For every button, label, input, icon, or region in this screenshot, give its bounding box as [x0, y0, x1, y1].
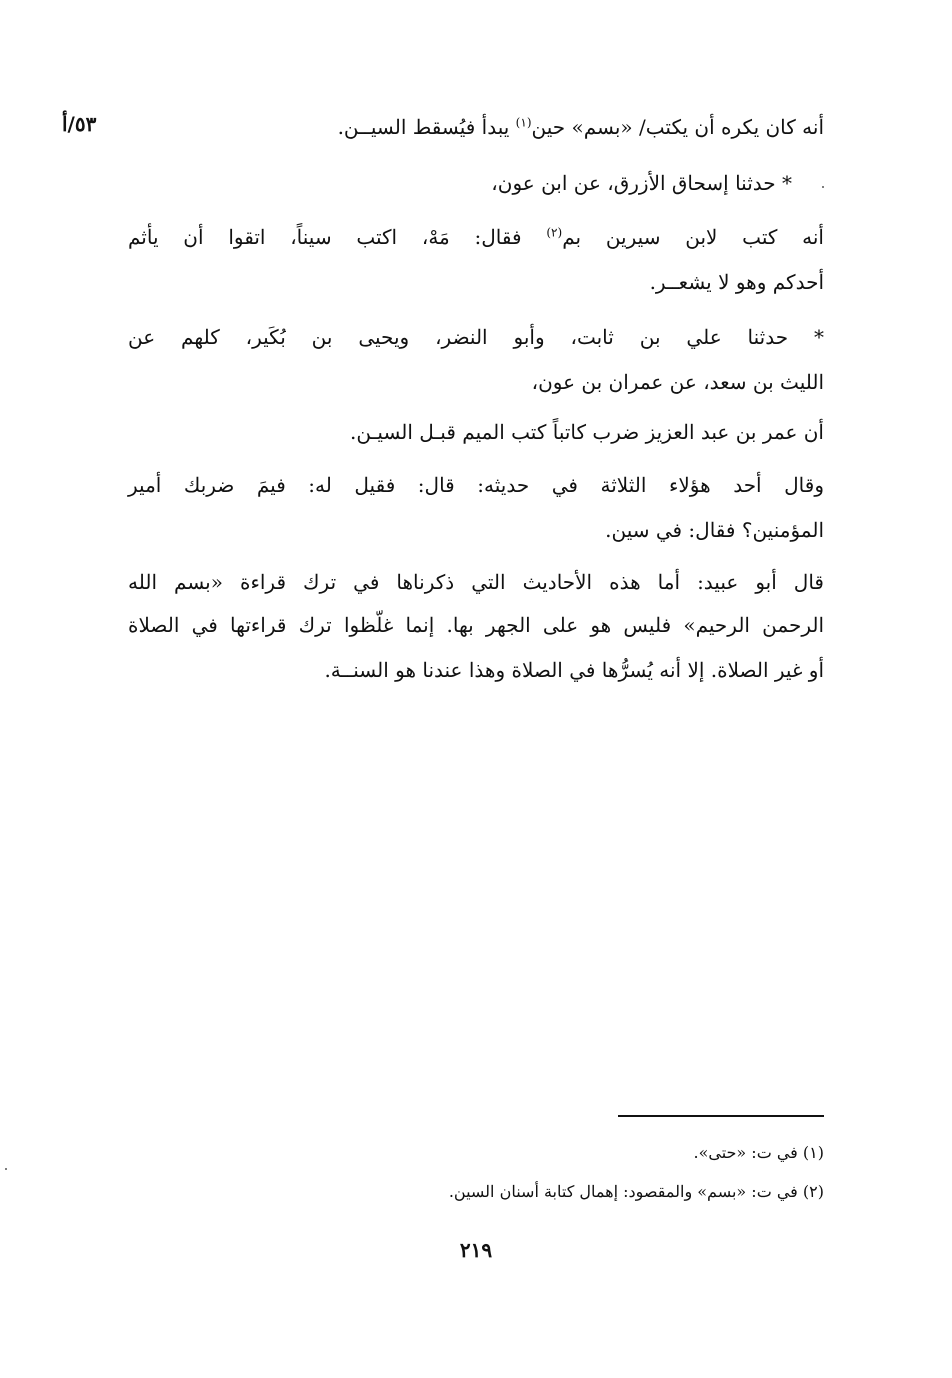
hadith-chain-2-line-1: * حدثنا علي بن ثابت، وأبو النضر، ويحيى بن بُكَير، كلهم عن [128, 325, 824, 349]
paragraph-3-text: أنه كتب لابن سيرين بم [562, 225, 824, 249]
manuscript-folio-reference: ٥٣/أ [62, 112, 97, 136]
footnote-1: (١) في ت: «حتى». [693, 1143, 824, 1162]
paragraph-3-text-after: فقال: مَهْ، اكتب سيناً، اتقوا أن يأثم [128, 225, 547, 249]
paragraph-7-line-1: قال أبو عبيد: أما هذه الأحاديث التي ذكرناها في ترك قراءة «بسم الله [128, 570, 824, 594]
paragraph-1-line [338, 112, 824, 142]
paragraph-3-line-2: أحدكم وهو لا يشعــر. [649, 270, 824, 294]
paragraph-7-line-3: أو غير الصلاة. إلا أنه يُسرُّها في الصلاة وهذا عندنا هو السنــة. [324, 658, 824, 682]
paragraph-1-text-after: يبدأ فيُسقط السيــن. [337, 115, 516, 139]
footnote-ref-2: (٢) [546, 225, 563, 240]
paragraph-6-line-1: وقال أحد هؤلاء الثلاثة في حديثه: قال: فقيل له: فيمَ ضربك أمير [128, 473, 824, 497]
paragraph-5-line: أن عمر بن عبد العزيز ضرب كاتباً كتب الميم قبـل السيـن. [349, 420, 824, 444]
paragraph-1-text: أنه كان يكره أن يكتب/ «بسم» حين [531, 115, 824, 139]
hadith-chain-1: * حدثنا إسحاق الأزرق، عن ابن عون، [491, 171, 792, 195]
page-number: ٢١٩ [459, 1238, 493, 1262]
footnote-2: (٢) في ت: «بسم» والمقصود: إهمال كتابة أسنان السين. [448, 1182, 824, 1201]
scan-speck [822, 186, 824, 188]
paragraph-3-line-1 [128, 222, 824, 252]
footnote-divider [618, 1115, 824, 1117]
paragraph-7-line-2: الرحمن الرحيم» فليس هو على الجهر بها. إنما غلّظوا ترك قراءتها في الصلاة [128, 613, 824, 637]
paragraph-6-line-2: المؤمنين؟ فقال: في سين. [605, 518, 824, 542]
footnote-ref-1: (١) [515, 115, 532, 130]
scan-speck [5, 1168, 7, 1170]
hadith-chain-2-line-2: الليث بن سعد، عن عمران بن عون، [531, 370, 824, 394]
